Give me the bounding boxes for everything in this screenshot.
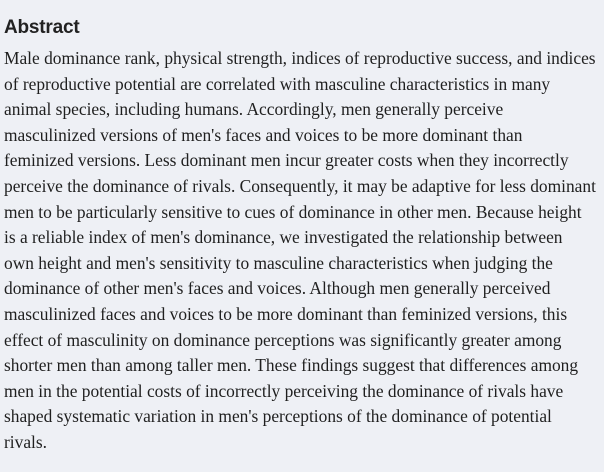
abstract-body: Male dominance rank, physical strength, indices of reproductive success, and indices of reproductive potential are correlated with masculine characteristics in many animal species, including humans. Accordingly, men generally perceive masculinized versions of men's faces and voices to be more dominant than feminized versions. Less dominant men incur greater costs when they incorrectly perceive the dominance of rivals. Consequently, it may be adaptive for less dominant men to be particularly sensitive to cues of dominance in other men. Because height is a reliable index of men's dominance, we investigated the relationship between own height and men's sensitivity to masculine characteristics when judging the dominance of other men's faces and voices. Although men generally perceived masculinized faces and voices to be more dominant than feminized versions, this effect of masculinity on dominance perceptions was significantly greater among shorter men than among taller men. These findings suggest that differences among men in the potential costs of incorrectly perceiving the dominance of rivals have shaped systematic variation in men's perceptions of the dominance of potential rivals. — [4, 48, 596, 452]
abstract-heading: Abstract — [4, 17, 80, 38]
